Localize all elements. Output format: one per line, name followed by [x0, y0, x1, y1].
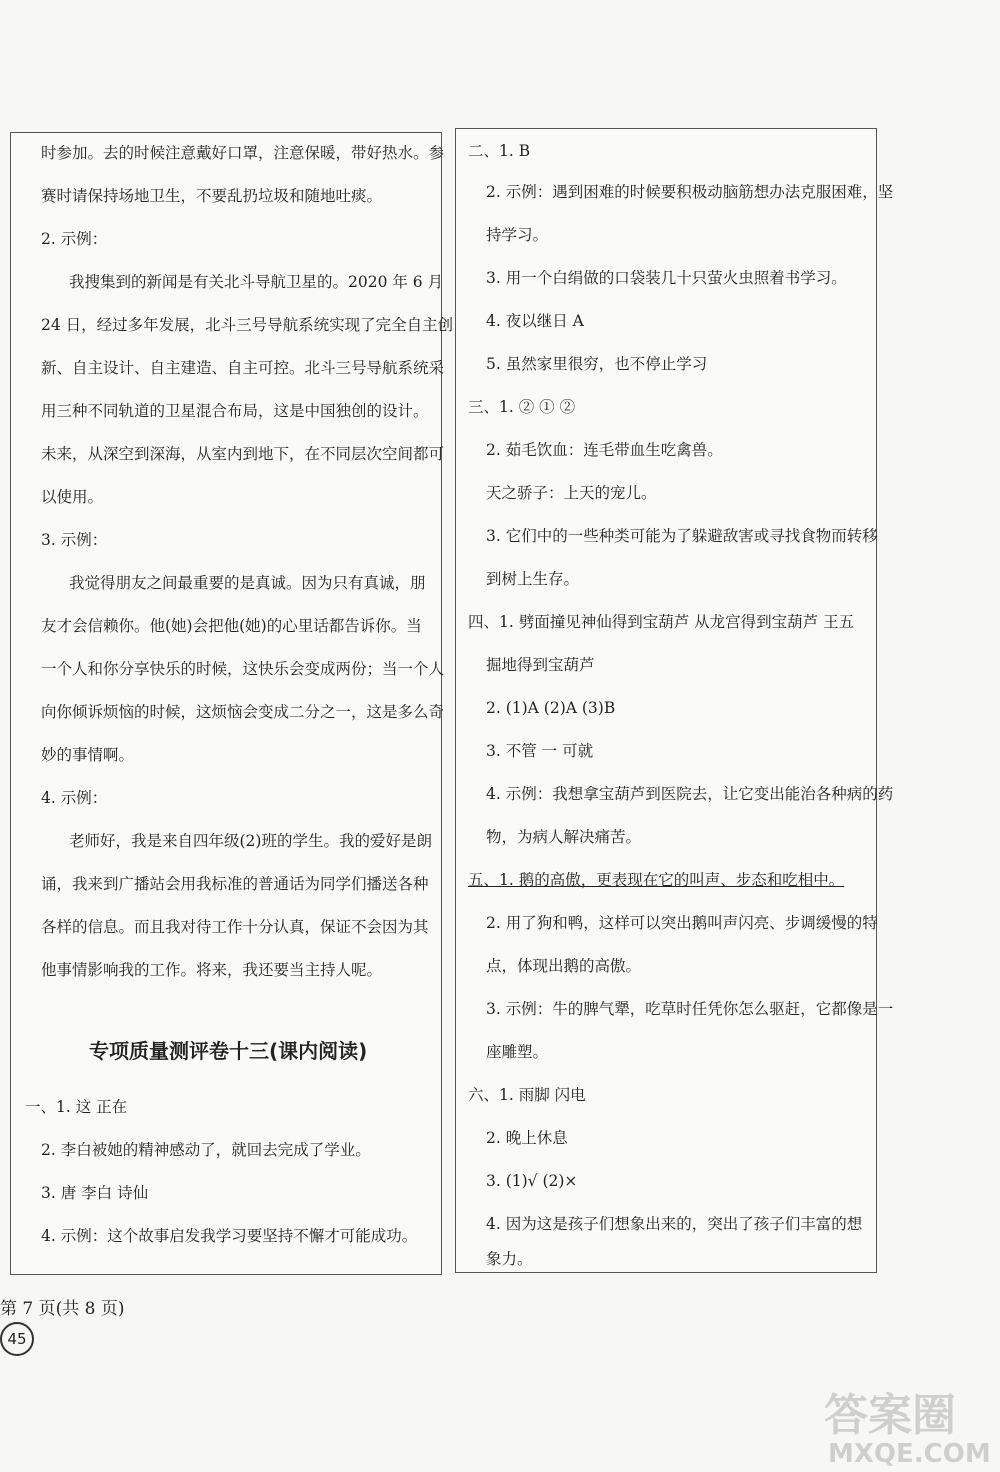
left-line-4: 我搜集到的新闻是有关北斗导航卫星的。2020 年 6 月: [69, 273, 444, 291]
page-number: 45: [7, 1330, 27, 1348]
right-line-12: 四、1. 劈面撞见神仙得到宝葫芦 从龙宫得到宝葫芦 王五: [468, 613, 855, 631]
page-number-badge: [0, 1322, 34, 1356]
right-line-26: 4. 因为这是孩子们想象出来的，突出了孩子们丰富的想: [486, 1215, 863, 1233]
left-line-10: 3. 示例：: [41, 531, 108, 549]
left-line-3: 2. 示例：: [41, 230, 108, 248]
right-line-17: 物，为病人解决痛苦。: [486, 828, 642, 846]
left-line-20: 他事情影响我的工作。将来，我还要当主持人呢。: [41, 961, 383, 979]
right-line-24: 2. 晚上休息: [486, 1129, 568, 1147]
left-answer-1: 一、1. 这 正在: [25, 1098, 128, 1116]
left-line-12: 友才会信赖你。他(她)会把他(她)的心里话都告诉你。当: [41, 617, 422, 635]
left-answer-panel: [10, 132, 454, 1275]
watermark-logo-graphic: [820, 1378, 990, 1468]
right-answer-panel: [455, 128, 894, 1273]
page-footer-text: 第 7 页(共 8 页): [0, 1299, 125, 1319]
watermark-text-bottom: MXQE.COM: [828, 1439, 990, 1468]
left-line-9: 以使用。: [41, 488, 104, 506]
left-line-17: 老师好，我是来自四年级(2)班的学生。我的爱好是朗: [69, 832, 432, 850]
left-line-15: 妙的事情啊。: [41, 746, 135, 764]
right-line-15: 3. 不管 一 可就: [486, 742, 594, 760]
left-line-19: 各样的信息。而且我对待工作十分认真，保证不会因为其: [41, 918, 429, 936]
right-line-11: 到树上生存。: [486, 570, 580, 588]
left-line-18: 诵，我来到广播站会用我标准的普通话为同学们播送各种: [41, 875, 429, 893]
left-line-1: 时参加。去的时候注意戴好口罩，注意保暖，带好热水。参: [41, 144, 445, 162]
left-line-7: 用三种不同轨道的卫星混合布局，这是中国独创的设计。: [41, 402, 429, 420]
right-line-3: 持学习。: [486, 226, 549, 244]
right-line-4: 3. 用一个白绢做的口袋装几十只萤火虫照着书学习。: [486, 269, 847, 287]
right-line-5: 4. 夜以继日 A: [486, 312, 584, 330]
right-line-13: 掘地得到宝葫芦: [486, 656, 595, 674]
section-title: 专项质量测评卷十三(课内阅读): [89, 1039, 368, 1063]
left-line-5: 24 日，经过多年发展，北斗三号导航系统实现了完全自主创: [41, 316, 454, 334]
right-line-8: 2. 茹毛饮血：连毛带血生吃禽兽。: [486, 441, 723, 459]
right-line-20: 点，体现出鹅的高傲。: [486, 957, 642, 975]
right-line-27: 象力。: [486, 1250, 533, 1268]
right-line-10: 3. 它们中的一些种类可能为了躲避敌害或寻找食物而转移: [486, 527, 878, 545]
watermark-text-top: 答案圈: [824, 1390, 956, 1441]
left-answer-4: 4. 示例：这个故事启发我学习要坚持不懈才可能成功。: [41, 1227, 418, 1245]
right-line-7: 三、1. ② ① ②: [468, 398, 576, 416]
right-line-22: 座雕塑。: [486, 1043, 549, 1061]
right-line-25: 3. (1)√ (2)×: [486, 1172, 578, 1190]
left-line-14: 向你倾诉烦恼的时候，这烦恼会变成二分之一，这是多么奇: [41, 703, 445, 721]
watermark-logo: [820, 1378, 990, 1468]
left-line-2: 赛时请保持场地卫生，不要乱扔垃圾和随地吐痰。: [41, 187, 383, 205]
left-answer-3: 3. 唐 李白 诗仙: [41, 1184, 149, 1202]
right-line-23: 六、1. 雨脚 闪电: [468, 1086, 586, 1104]
right-line-14: 2. (1)A (2)A (3)B: [486, 699, 616, 717]
left-line-8: 未来，从深空到深海，从室内到地下，在不同层次空间都可: [41, 445, 445, 463]
right-line-16: 4. 示例：我想拿宝葫芦到医院去，让它变出能治各种病的药: [486, 785, 894, 803]
left-answer-2: 2. 李白被她的精神感动了，就回去完成了学业。: [41, 1141, 371, 1159]
right-line-2: 2. 示例：遇到困难的时候要积极动脑筋想办法克服困难，坚: [486, 183, 894, 201]
right-line-6: 5. 虽然家里很穷，也不停止学习: [486, 355, 708, 373]
right-line-1: 二、1. B: [468, 142, 531, 160]
right-line-21: 3. 示例：牛的脾气犟，吃草时任凭你怎么驱赶，它都像是一: [486, 1000, 894, 1018]
right-line-19: 2. 用了狗和鸭，这样可以突出鹅叫声闪亮、步调缓慢的特: [486, 914, 878, 932]
right-line-18: 五、1. 鹅的高傲，更表现在它的叫声、步态和吃相中。: [468, 871, 845, 889]
left-line-11: 我觉得朋友之间最重要的是真诚。因为只有真诚，朋: [69, 574, 426, 592]
left-line-13: 一个人和你分享快乐的时候，这快乐会变成两份；当一个人: [41, 660, 445, 678]
right-line-9: 天之骄子：上天的宠儿。: [486, 484, 657, 502]
left-line-6: 新、自主设计、自主建造、自主可控。北斗三号导航系统采: [41, 359, 445, 377]
left-line-16: 4. 示例：: [41, 789, 108, 807]
